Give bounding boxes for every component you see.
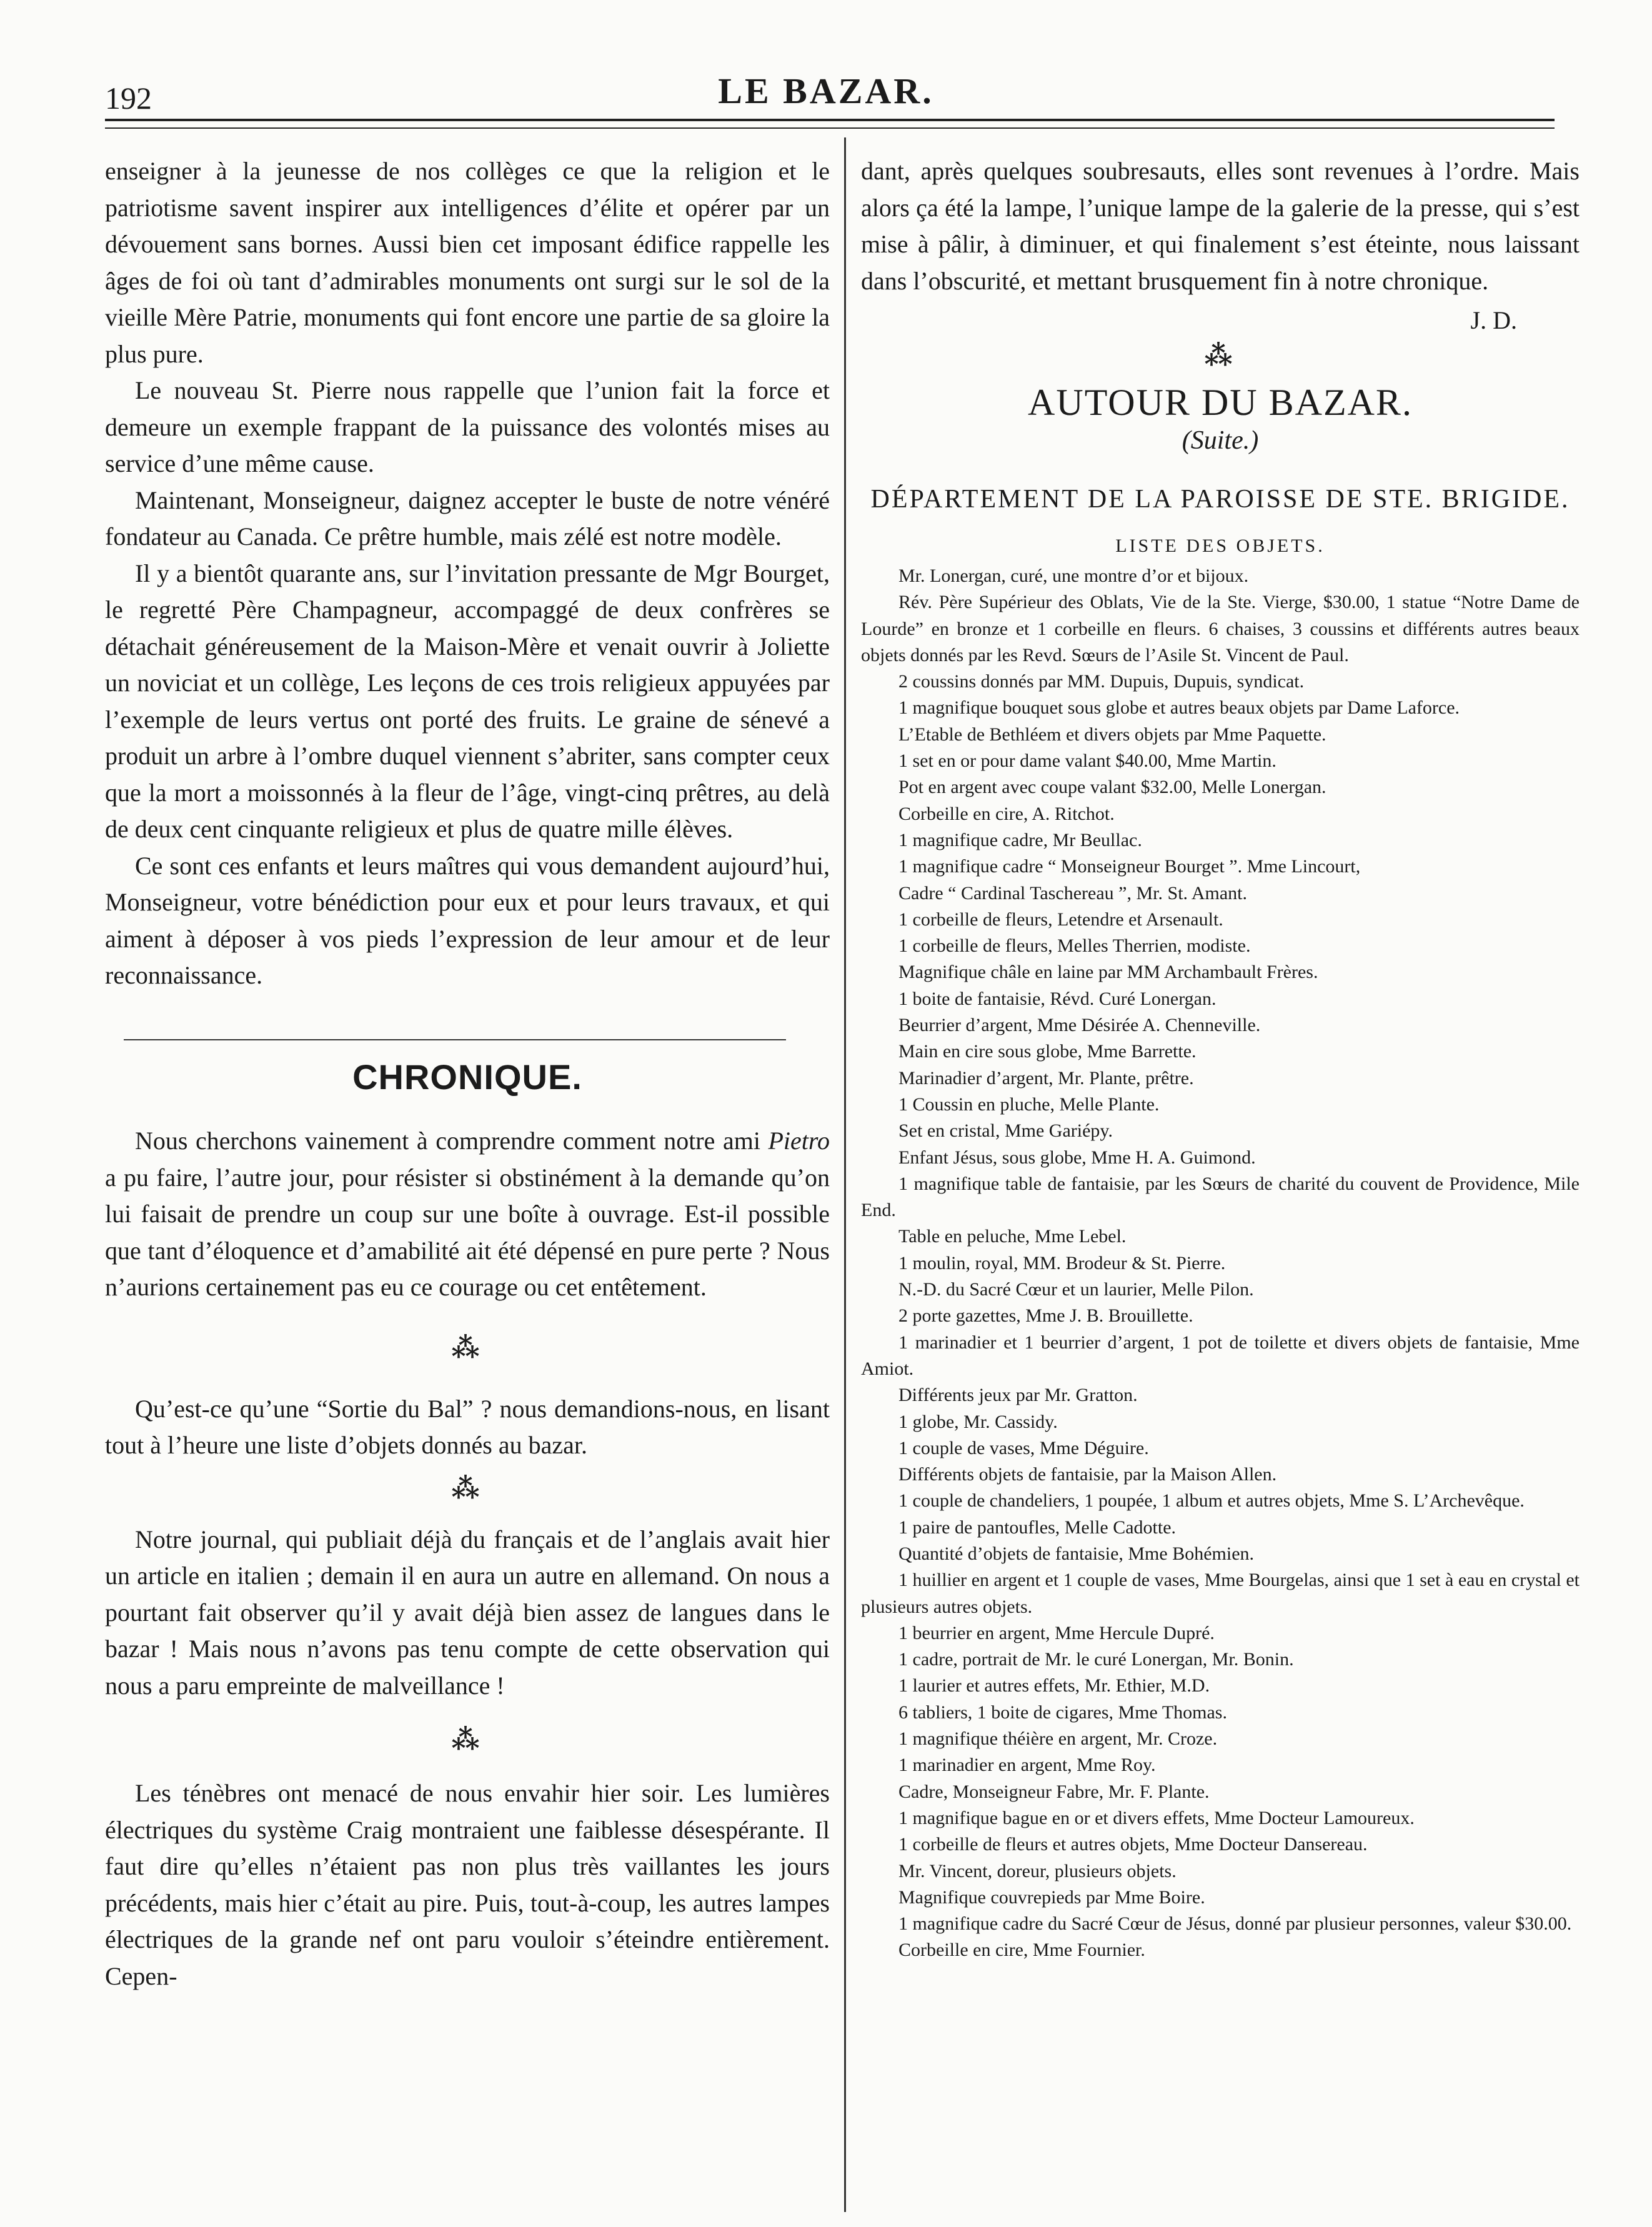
department-heading: DÉPARTEMENT DE LA PAROISSE DE STE. BRIGIDE. <box>870 485 1570 514</box>
list-item: 1 Coussin en pluche, Melle Plante. <box>898 1094 1160 1115</box>
right-column <box>861 153 1580 1964</box>
list-item: 1 marinadier en argent, Mme Roy. <box>898 1755 1156 1776</box>
pietro-name: Pietro <box>768 1127 830 1155</box>
list-item: 1 magnifique cadre “ Monseigneur Bourget ”. Mme Lincourt, <box>898 856 1361 877</box>
list-item: 1 marinadier et 1 beurrier d’argent, 1 pot de toilette et divers objets de fantaisie, Mme Amiot. <box>861 1332 1580 1379</box>
list-item: 1 paire de pantoufles, Melle Cadotte. <box>898 1517 1177 1538</box>
list-item: L’Etable de Bethléem et divers objets par Mme Paquette. <box>898 724 1326 745</box>
list-item: Mr. Lonergan, curé, une montre d’or et bijoux. <box>898 565 1249 586</box>
list-item: 1 set en or pour dame valant $40.00, Mme Martin. <box>898 750 1276 772</box>
list-item: Table en peluche, Mme Lebel. <box>898 1226 1127 1247</box>
list-item: Corbeille en cire, Mme Fournier. <box>898 1940 1145 1961</box>
list-item: Différents objets de fantaisie, par la Maison Allen. <box>898 1464 1277 1485</box>
article-paragraph-4: Il y a bientôt quarante ans, sur l’invitation pressante de Mgr Bourget, le regretté Père Champagneur, accompaggé de deux confrères se détachait généreusement de la Maison-Mère et venait ouvrir à Joliette un noviciat et un collège, Les leçons de ces trois religieux appuyées par l’exemple de leurs vertus ont porté des fruits. Le graine de sénevé a produit un arbre à l’ombre duquel viennent s’abriter, sans compter ceux que la mort a moissonnés à la fleur de l’âge, vingt-cinq prêtres, au delà de deux cent cinquante religieux et plus de quatre mille élèves. <box>105 559 830 843</box>
signature: J. D. <box>1470 306 1517 334</box>
journal-title: LE BAZAR. <box>718 71 934 111</box>
list-item: 1 laurier et autres effets, Mr. Ethier, M.D. <box>898 1675 1210 1696</box>
list-item: Cadre “ Cardinal Taschereau ”, Mr. St. Amant. <box>898 882 1248 904</box>
article-paragraph-1: enseigner à la jeunesse de nos collèges ce que la religion et le patriotisme savent inspirer aux intelligences d’élite et opérer par un dévouement sans bornes. Aussi bien cet imposant édifice rappelle les âges de foi où tant d’admirables monuments ont surgi sur le sol de la vieille Mère Patrie, monuments qui font encore une partie de sa gloire la plus pure. <box>105 157 830 368</box>
list-item: 1 moulin, royal, MM. Brodeur & St. Pierre. <box>898 1252 1226 1273</box>
column-divider <box>844 137 846 2212</box>
article-paragraph-2: Le nouveau St. Pierre nous rappelle que l’union fait la force et demeure un exemple frappant de la puissance des volontés mises au service d’une même cause. <box>105 376 830 477</box>
asterism-2: ⁂ <box>451 1473 484 1504</box>
list-item: 1 couple de vases, Mme Déguire. <box>898 1437 1149 1458</box>
list-item: 1 couple de chandeliers, 1 poupée, 1 album et autres objets, Mme S. L’Archevêque. <box>898 1490 1525 1512</box>
article-paragraph-3: Maintenant, Monseigneur, daignez accepter le buste de notre vénéré fondateur au Canada. Ce prêtre humble, mais zélé est notre modèle. <box>105 486 830 551</box>
list-item: 6 tabliers, 1 boite de cigares, Mme Thomas. <box>898 1701 1227 1723</box>
list-item: Corbeille en cire, A. Ritchot. <box>898 803 1115 824</box>
article-paragraph-5: Ce sont ces enfants et leurs maîtres qui vous demandent aujourd’hui, Monseigneur, votre bénédiction pour eux et pour leurs travaux, et qui aiment à déposer à vos pieds l’expression de leur amour et de leur reconnaissance. <box>105 851 830 989</box>
chronique-paragraph-4: Les ténèbres ont menacé de nous envahir hier soir. Les lumières électriques du système Craig montraient une faiblesse désespérante. Il faut dire qu’elles n’étaient pas non plus très vaillantes les jours précédents, mais hier c’était au pire. Puis, tout-à-coup, les autres lampes électriques de la grande nef ont paru vouloir s’éteindre entièrement. Cepen- <box>105 1779 830 1990</box>
list-item: Magnifique couvrepieds par Mme Boire. <box>898 1886 1205 1908</box>
list-item: 1 magnifique théière en argent, Mr. Croze. <box>898 1728 1218 1750</box>
asterism-3: ⁂ <box>451 1725 484 1755</box>
list-item: 1 corbeille de fleurs, Melles Therrien, modiste. <box>898 935 1251 957</box>
list-item: 2 porte gazettes, Mme J. B. Brouillette. <box>898 1305 1193 1327</box>
list-item: Enfant Jésus, sous globe, Mme H. A. Guimond. <box>898 1147 1256 1168</box>
chronique-paragraph-3: Notre journal, qui publiait déjà du français et de l’anglais avait hier un article en italien ; demain il en aura un autre en allemand. On nous a pourtant fait observer qu’il y avait déjà bien assez de langues dans le bazar ! Mais nous n’avons pas tenu compte de cette observation qui nous a paru empreinte de malveillance ! <box>105 1525 830 1700</box>
list-item: Cadre, Monseigneur Fabre, Mr. F. Plante. <box>898 1781 1210 1802</box>
chronique-title: CHRONIQUE. <box>352 1057 582 1097</box>
list-heading: LISTE DES OBJETS. <box>1115 536 1325 556</box>
list-item: 1 globe, Mr. Cassidy. <box>898 1411 1058 1432</box>
list-item: Beurrier d’argent, Mme Désirée A. Chenneville. <box>898 1015 1261 1036</box>
list-item: Marinadier d’argent, Mr. Plante, prêtre. <box>898 1067 1194 1089</box>
list-item: 1 magnifique bouquet sous globe et autres beaux objets par Dame Laforce. <box>898 697 1460 719</box>
list-item: Rév. Père Supérieur des Oblats, Vie de la Ste. Vierge, $30.00, 1 statue “Notre Dame de Lourde” en bronze et 1 corbeille en fleurs. 6 chaises, 3 coussins et différents autres beaux objets donnés par les Revd. Sœurs de l’Asile St. Vincent de Paul. <box>861 592 1580 665</box>
list-item: Différents jeux par Mr. Gratton. <box>898 1385 1138 1406</box>
list-item: Set en cristal, Mme Gariépy. <box>898 1120 1113 1142</box>
objects-list <box>861 563 1580 1964</box>
list-item: 1 magnifique table de fantaisie, par les Sœurs de charité du couvent de Providence, Mile End. <box>861 1173 1580 1221</box>
section-separator <box>124 1039 786 1040</box>
list-item: 1 magnifique cadre, Mr Beullac. <box>898 829 1142 850</box>
chronique-paragraph-2: Qu’est-ce qu’une “Sortie du Bal” ? nous demandions-nous, en lisant tout à l’heure une liste d’objets donnés au bazar. <box>105 1394 830 1459</box>
list-item: Mr. Vincent, doreur, plusieurs objets. <box>898 1860 1177 1881</box>
list-item: 2 coussins donnés par MM. Dupuis, Dupuis, syndicat. <box>898 671 1305 692</box>
list-item: 1 corbeille de fleurs et autres objets, Mme Docteur Dansereau. <box>898 1834 1368 1855</box>
list-item: 1 huillier en argent et 1 couple de vases, Mme Bourgelas, ainsi que 1 set à eau en crystal et plusieurs autres objets. <box>861 1570 1580 1617</box>
list-item: 1 corbeille de fleurs, Letendre et Arsenault. <box>898 909 1223 930</box>
page-number: 192 <box>105 81 152 116</box>
chronique-paragraph-1: Nous cherchons vainement à comprendre comment notre ami Pietro a pu faire, l’autre jour, pour résister si obstinément à la demande qu’on lui faisait de prendre un coup sur une boîte à ouvrage. Est-il possible que tant d’éloquence et d’amabilité ait été dépensé en pure perte ? Nous n’aurions certainement pas eu ce courage ou cet entêtement. <box>105 1127 830 1301</box>
asterism-1: ⁂ <box>451 1332 484 1363</box>
header-rule-top <box>105 119 1555 121</box>
section-subtitle: (Suite.) <box>1182 426 1259 455</box>
section-title: AUTOUR DU BAZAR. <box>1028 382 1413 423</box>
list-item: 1 beurrier en argent, Mme Hercule Dupré. <box>898 1622 1215 1643</box>
left-column <box>105 153 830 1995</box>
header-rule-bottom <box>105 127 1555 129</box>
list-item: N.-D. du Sacré Cœur et un laurier, Melle Pilon. <box>898 1279 1254 1300</box>
list-item: Pot en argent avec coupe valant $32.00, Melle Lonergan. <box>898 777 1326 798</box>
chronique-continuation: dant, après quelques soubresauts, elles sont revenues à l’ordre. Mais alors ça été la lampe, l’unique lampe de la galerie de la presse, qui s’est mise à pâlir, à diminuer, et qui finalement s’est éteinte, nous laissant dans l’obscurité, et mettant brusquement fin à notre chronique. <box>861 157 1580 295</box>
list-item: Quantité d’objets de fantaisie, Mme Bohémien. <box>898 1543 1255 1564</box>
list-item: 1 cadre, portrait de Mr. le curé Lonergan, Mr. Bonin. <box>898 1649 1294 1670</box>
list-item: 1 magnifique bague en or et divers effets, Mme Docteur Lamoureux. <box>898 1807 1415 1828</box>
list-item: 1 magnifique cadre du Sacré Cœur de Jésus, donné par plusieur personnes, valeur $30.00. <box>898 1913 1572 1935</box>
asterism-right: ⁂ <box>1204 341 1237 371</box>
list-item: Magnifique châle en laine par MM Archambault Frères. <box>898 962 1318 983</box>
list-item: Main en cire sous globe, Mme Barrette. <box>898 1041 1197 1062</box>
list-item: 1 boite de fantaisie, Révd. Curé Lonergan. <box>898 988 1217 1009</box>
